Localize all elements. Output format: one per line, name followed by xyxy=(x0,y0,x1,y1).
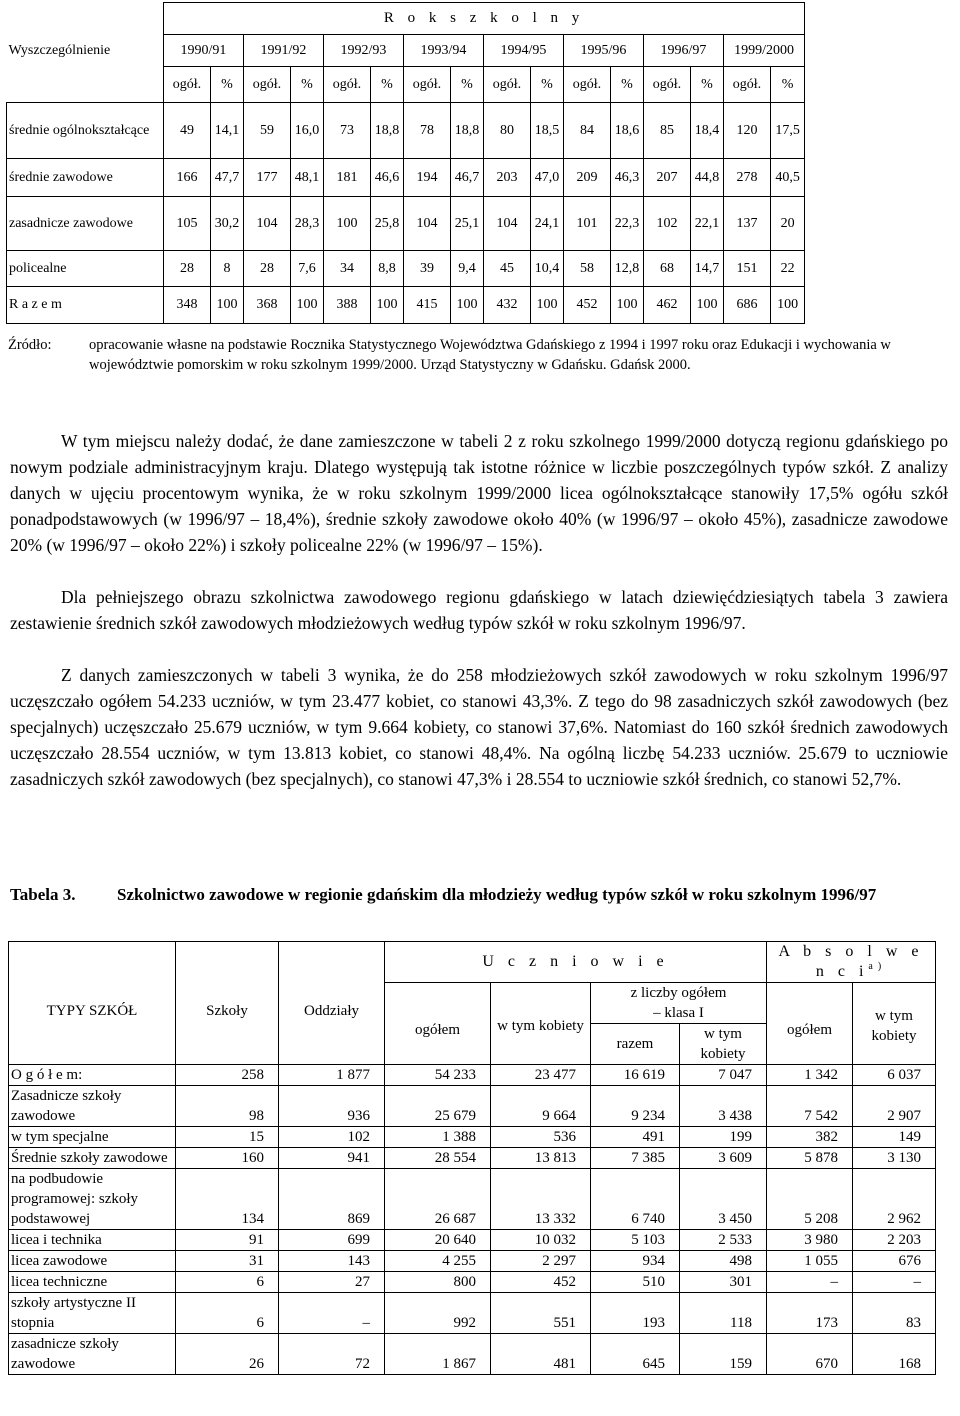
header-oddzialy: Oddziały xyxy=(279,942,385,1065)
table-cell: 7,6 xyxy=(291,251,324,287)
table-cell: 100 xyxy=(324,197,371,251)
table-cell: 992 xyxy=(385,1293,491,1334)
row-label: licea techniczne xyxy=(9,1272,176,1293)
row-label: licea i technika xyxy=(9,1230,176,1251)
table-cell: 432 xyxy=(484,287,531,324)
table-cell: 1 388 xyxy=(385,1127,491,1148)
table-cell: 25,1 xyxy=(451,197,484,251)
table-cell: 209 xyxy=(564,159,611,197)
table-cell: 3 450 xyxy=(680,1169,767,1230)
row-label: na podbudowie programowej: szkoły podstawowej xyxy=(9,1169,176,1230)
table-cell: 18,4 xyxy=(691,103,724,159)
table-cell: 143 xyxy=(279,1251,385,1272)
table-cell: 102 xyxy=(279,1127,385,1148)
table-cell: 26 xyxy=(176,1334,279,1375)
table-cell: 98 xyxy=(176,1086,279,1127)
table-cell: 3 130 xyxy=(853,1148,936,1169)
table-cell: 368 xyxy=(244,287,291,324)
table-cell: 30,2 xyxy=(211,197,244,251)
vocational-schools-table xyxy=(8,941,936,1375)
header-klasa: – klasa I xyxy=(591,1003,767,1024)
table-cell: 686 xyxy=(724,287,771,324)
table-cell: 258 xyxy=(176,1065,279,1086)
table-cell: 100 xyxy=(531,287,564,324)
source-text: opracowanie własne na podstawie Rocznika Statystycznego Województwa Gdańskiego z 1994 i 1997 roku oraz Edukacji i wychowania w województwie pomorskim w roku szkolnym 1999/2000. Urząd Statystyczny w Gdańsku. Gdańsk 2000. xyxy=(89,337,891,373)
table-cell: 22 xyxy=(771,251,805,287)
table-row xyxy=(9,1272,936,1293)
header-wtym-kobiety-kl: w tym kobiety xyxy=(680,1024,767,1065)
table-cell: 18,8 xyxy=(371,103,404,159)
row-label: zasadnicze zawodowe xyxy=(7,197,164,251)
table-cell: 194 xyxy=(404,159,451,197)
table-cell: 26 687 xyxy=(385,1169,491,1230)
table-cell: 18,5 xyxy=(531,103,564,159)
header-razem: razem xyxy=(591,1024,680,1065)
table-cell: 59 xyxy=(244,103,291,159)
table-cell: 149 xyxy=(853,1127,936,1148)
header-typy: TYPY SZKÓŁ xyxy=(9,942,176,1065)
table-cell: 6 xyxy=(176,1293,279,1334)
table-cell: 46,3 xyxy=(611,159,644,197)
table-cell: 3 609 xyxy=(680,1148,767,1169)
table-cell: 536 xyxy=(491,1127,591,1148)
body-paragraph: Z danych zamieszczonych w tabeli 3 wynika, że do 258 młodzieżowych szkół zawodowych w roku szkolnym 1996/97 uczęszczało ogółem 54.233 uczniów, w tym 23.477 kobiet, co stanowi 43,3%. Z tego do 98 zasadniczych szkół zawodowych (bez specjalnych) uczęszczało 25.679 uczniów, w tym 9.664 kobiety, co stanowi 37,6%. Natomiast do 160 szkół średnich zawodowych uczęszczało 28.554 uczniów, w tym 13.813 kobiet, co stanowi 48,4%. Na ogólną liczbę 54.233 uczniów. 25.679 to uczniowie zasadniczych szkół zawodowych (bez specjalnych), co stanowi 47,3% i 28.554 to uczniowie szkół średnich, co stanowi 52,7%. xyxy=(10,665,948,789)
table-cell: 91 xyxy=(176,1230,279,1251)
table-row xyxy=(9,1230,936,1251)
table-cell: – xyxy=(767,1272,853,1293)
table-cell: 6 037 xyxy=(853,1065,936,1086)
table-cell: 105 xyxy=(164,197,211,251)
table-cell: 17,5 xyxy=(771,103,805,159)
table-cell: 137 xyxy=(724,197,771,251)
sub-header-ogol: ogół. xyxy=(324,67,371,103)
row-label: R a z e m xyxy=(7,287,164,324)
table-cell: 47,0 xyxy=(531,159,564,197)
table-cell: 12,8 xyxy=(611,251,644,287)
table-cell: 8,8 xyxy=(371,251,404,287)
row-label: średnie zawodowe xyxy=(7,159,164,197)
row-label: policealne xyxy=(7,251,164,287)
table-cell: 160 xyxy=(176,1148,279,1169)
year-header: 1999/2000 xyxy=(724,35,805,67)
header-ogolem-abs: ogółem xyxy=(767,983,853,1065)
table-cell: 102 xyxy=(644,197,691,251)
row-label: zasadnicze szkoły zawodowe xyxy=(9,1334,176,1375)
table-cell: 46,6 xyxy=(371,159,404,197)
row-label: szkoły artystyczne II stopnia xyxy=(9,1293,176,1334)
table-cell: 84 xyxy=(564,103,611,159)
table-cell: 9 664 xyxy=(491,1086,591,1127)
table-cell: 80 xyxy=(484,103,531,159)
table-row xyxy=(7,159,805,197)
table-cell: 941 xyxy=(279,1148,385,1169)
school-year-header: R o k s z k o l n y xyxy=(164,3,805,35)
table-cell: 2 962 xyxy=(853,1169,936,1230)
year-header: 1990/91 xyxy=(164,35,244,67)
table-cell: 10 032 xyxy=(491,1230,591,1251)
table-cell: 49 xyxy=(164,103,211,159)
table-cell: 85 xyxy=(644,103,691,159)
table-cell: 382 xyxy=(767,1127,853,1148)
sub-header-pct: % xyxy=(611,67,644,103)
table-cell: 491 xyxy=(591,1127,680,1148)
table-cell: 6 xyxy=(176,1272,279,1293)
table-cell: 10,4 xyxy=(531,251,564,287)
table-cell: 22,3 xyxy=(611,197,644,251)
table-cell: 72 xyxy=(279,1334,385,1375)
table-cell: 151 xyxy=(724,251,771,287)
table-cell: 166 xyxy=(164,159,211,197)
table-row xyxy=(9,1127,936,1148)
table-cell: 2 907 xyxy=(853,1086,936,1127)
table-cell: 177 xyxy=(244,159,291,197)
table-cell: 4 255 xyxy=(385,1251,491,1272)
table-cell: 34 xyxy=(324,251,371,287)
table-cell: 100 xyxy=(451,287,484,324)
sub-header-pct: % xyxy=(691,67,724,103)
table-cell: 25,8 xyxy=(371,197,404,251)
table-cell: 388 xyxy=(324,287,371,324)
table-cell: 46,7 xyxy=(451,159,484,197)
sub-header-ogol: ogół. xyxy=(564,67,611,103)
table-cell: 100 xyxy=(211,287,244,324)
year-header: 1996/97 xyxy=(644,35,724,67)
sub-header-ogol: ogół. xyxy=(244,67,291,103)
table-cell: 23 477 xyxy=(491,1065,591,1086)
table-row xyxy=(9,1065,936,1086)
table-cell: 48,1 xyxy=(291,159,324,197)
table-cell: 13 332 xyxy=(491,1169,591,1230)
table-cell: 301 xyxy=(680,1272,767,1293)
year-header: 1991/92 xyxy=(244,35,324,67)
sub-header-pct: % xyxy=(371,67,404,103)
table-cell: 934 xyxy=(591,1251,680,1272)
table-cell: 104 xyxy=(404,197,451,251)
table-cell: 6 740 xyxy=(591,1169,680,1230)
table-row xyxy=(9,1251,936,1272)
table-cell: 14,1 xyxy=(211,103,244,159)
table-cell: 100 xyxy=(371,287,404,324)
table-row xyxy=(7,287,805,324)
table-cell: 40,5 xyxy=(771,159,805,197)
table-cell: 100 xyxy=(611,287,644,324)
body-paragraph: W tym miejscu należy dodać, że dane zamieszczone w tabeli 2 z roku szkolnego 1999/2000 dotyczą regionu gdańskiego po nowym podziale administracyjnym kraju. Dlatego występują tak istotne różnice w liczbie poszczególnych typów szkół. Z analizy danych w ujęciu procentowym wynika, że w roku szkolnym 1999/2000 licea ogólnokształcące stanowiły 17,5% ogółu szkół ponadpodstawowych (w 1996/97 – 18,4%), średnie szkoły zawodowe około 40% (w 1996/97 – około 45%), zasadnicze zawodowe 20% (w 1996/97 – około 22%) i szkoły policealne 22% (w 1996/97 – 15%). xyxy=(10,431,948,555)
table-row xyxy=(7,197,805,251)
table-cell: 100 xyxy=(771,287,805,324)
table-cell: 44,8 xyxy=(691,159,724,197)
table-cell: 58 xyxy=(564,251,611,287)
table-cell: 645 xyxy=(591,1334,680,1375)
table-cell: 16 619 xyxy=(591,1065,680,1086)
header-wtym-kobiety-abs: w tym kobiety xyxy=(853,983,936,1065)
table-cell: 481 xyxy=(491,1334,591,1375)
row-label: średnie ogólnokształcące xyxy=(7,103,164,159)
table-cell: 134 xyxy=(176,1169,279,1230)
table-cell: 83 xyxy=(853,1293,936,1334)
table-cell: 670 xyxy=(767,1334,853,1375)
table-row xyxy=(9,1169,936,1230)
table-cell: 462 xyxy=(644,287,691,324)
table-cell: 20 xyxy=(771,197,805,251)
header-wtym-kobiety: w tym kobiety xyxy=(491,983,591,1065)
table-row xyxy=(9,1148,936,1169)
sub-header-pct: % xyxy=(291,67,324,103)
table-row xyxy=(7,251,805,287)
source-label: Źródło: xyxy=(8,337,52,353)
table-cell: 203 xyxy=(484,159,531,197)
table-cell: 2 297 xyxy=(491,1251,591,1272)
row-label: Zasadnicze szkoły zawodowe xyxy=(9,1086,176,1127)
row-label: O g ó ł e m: xyxy=(9,1065,176,1086)
table-source xyxy=(8,336,954,375)
table-cell: 1 867 xyxy=(385,1334,491,1375)
table-row xyxy=(9,1086,936,1127)
table-caption xyxy=(10,882,950,908)
table-cell: 39 xyxy=(404,251,451,287)
table-cell: 199 xyxy=(680,1127,767,1148)
table-cell: 1 877 xyxy=(279,1065,385,1086)
table-cell: 3 980 xyxy=(767,1230,853,1251)
table-cell: 5 103 xyxy=(591,1230,680,1251)
footnote-mark: a) xyxy=(868,961,887,972)
table-cell: 100 xyxy=(291,287,324,324)
sub-header-ogol: ogół. xyxy=(164,67,211,103)
table-cell: 28,3 xyxy=(291,197,324,251)
table-cell: 2 533 xyxy=(680,1230,767,1251)
sub-header-ogol: ogół. xyxy=(724,67,771,103)
table-cell: 936 xyxy=(279,1086,385,1127)
table-cell: 120 xyxy=(724,103,771,159)
sub-header-ogol: ogół. xyxy=(404,67,451,103)
table-cell: 676 xyxy=(853,1251,936,1272)
table-cell: 5 878 xyxy=(767,1148,853,1169)
table-cell: 28 xyxy=(164,251,211,287)
year-header: 1994/95 xyxy=(484,35,564,67)
table-cell: 278 xyxy=(724,159,771,197)
table-cell: 193 xyxy=(591,1293,680,1334)
table-cell: 7 047 xyxy=(680,1065,767,1086)
year-header: 1993/94 xyxy=(404,35,484,67)
table-title: Szkolnictwo zawodowe w regionie gdańskim dla młodzieży według typów szkół w roku szkolnym 1996/97 xyxy=(117,885,877,904)
table-cell: 100 xyxy=(691,287,724,324)
sub-header-pct: % xyxy=(451,67,484,103)
year-header: 1992/93 xyxy=(324,35,404,67)
table-cell: 24,1 xyxy=(531,197,564,251)
table-cell: 47,7 xyxy=(211,159,244,197)
table-cell: 348 xyxy=(164,287,211,324)
table-cell: 78 xyxy=(404,103,451,159)
table-row xyxy=(7,103,805,159)
sub-header-pct: % xyxy=(771,67,805,103)
table-cell: 28 554 xyxy=(385,1148,491,1169)
header-absolwenci: A b s o l w e n c $i^{a)}$ xyxy=(767,942,936,983)
table-cell: 20 640 xyxy=(385,1230,491,1251)
table-row xyxy=(9,1334,936,1375)
header-szkoly: Szkoły xyxy=(176,942,279,1065)
table-cell: 14,7 xyxy=(691,251,724,287)
table-cell: 181 xyxy=(324,159,371,197)
table-cell: 207 xyxy=(644,159,691,197)
table-cell: 25 679 xyxy=(385,1086,491,1127)
table-cell: 15 xyxy=(176,1127,279,1148)
year-header: 1995/96 xyxy=(564,35,644,67)
row-label: Średnie szkoły zawodowe xyxy=(9,1148,176,1169)
table-cell: 9,4 xyxy=(451,251,484,287)
table-cell: 54 233 xyxy=(385,1065,491,1086)
table-cell: 2 203 xyxy=(853,1230,936,1251)
sub-header-pct: % xyxy=(531,67,564,103)
table-cell: 18,8 xyxy=(451,103,484,159)
header-uczniowie: U c z n i o w i e xyxy=(385,942,767,983)
table-cell: 869 xyxy=(279,1169,385,1230)
table-cell: 452 xyxy=(564,287,611,324)
table-cell: 104 xyxy=(244,197,291,251)
table-cell: 73 xyxy=(324,103,371,159)
school-years-table xyxy=(6,2,805,324)
table-cell: 5 208 xyxy=(767,1169,853,1230)
row-label: w tym specjalne xyxy=(9,1127,176,1148)
table-cell: 8 xyxy=(211,251,244,287)
table-cell: 699 xyxy=(279,1230,385,1251)
sub-header-ogol: ogół. xyxy=(484,67,531,103)
table-cell: 9 234 xyxy=(591,1086,680,1127)
table-cell: 68 xyxy=(644,251,691,287)
table-cell: 173 xyxy=(767,1293,853,1334)
table-cell: 510 xyxy=(591,1272,680,1293)
table-cell: 31 xyxy=(176,1251,279,1272)
table-number: Tabela 3. xyxy=(10,885,76,904)
table-cell: 7 385 xyxy=(591,1148,680,1169)
table-cell: 7 542 xyxy=(767,1086,853,1127)
table-cell: 101 xyxy=(564,197,611,251)
table-cell: 27 xyxy=(279,1272,385,1293)
table-cell: 104 xyxy=(484,197,531,251)
table-row xyxy=(9,1293,936,1334)
table-cell: – xyxy=(853,1272,936,1293)
table-cell: 415 xyxy=(404,287,451,324)
row-label: licea zawodowe xyxy=(9,1251,176,1272)
label-header: Wyszczególnienie xyxy=(7,35,164,67)
sub-header-pct: % xyxy=(211,67,244,103)
table-cell: 168 xyxy=(853,1334,936,1375)
table-cell: – xyxy=(279,1293,385,1334)
table-cell: 13 813 xyxy=(491,1148,591,1169)
table-cell: 498 xyxy=(680,1251,767,1272)
body-paragraph: Dla pełniejszego obrazu szkolnictwa zawodowego regionu gdańskiego w latach dziewięćdziesiątych tabela 3 zawiera zestawienie średnich szkół zawodowych młodzieżowych według typów szkół w roku szkolnym 1996/97. xyxy=(10,587,948,633)
table-cell: 800 xyxy=(385,1272,491,1293)
table-cell: 28 xyxy=(244,251,291,287)
table-cell: 1 342 xyxy=(767,1065,853,1086)
table-cell: 3 438 xyxy=(680,1086,767,1127)
table-cell: 16,0 xyxy=(291,103,324,159)
table-cell: 452 xyxy=(491,1272,591,1293)
table-cell: 118 xyxy=(680,1293,767,1334)
table-cell: 45 xyxy=(484,251,531,287)
table-cell: 551 xyxy=(491,1293,591,1334)
table-cell: 18,6 xyxy=(611,103,644,159)
table-cell: 159 xyxy=(680,1334,767,1375)
table-cell: 1 055 xyxy=(767,1251,853,1272)
header-ogolem: ogółem xyxy=(385,983,491,1065)
sub-header-ogol: ogół. xyxy=(644,67,691,103)
header-z-liczby: z liczby ogółem xyxy=(591,983,767,1004)
table-cell: 22,1 xyxy=(691,197,724,251)
